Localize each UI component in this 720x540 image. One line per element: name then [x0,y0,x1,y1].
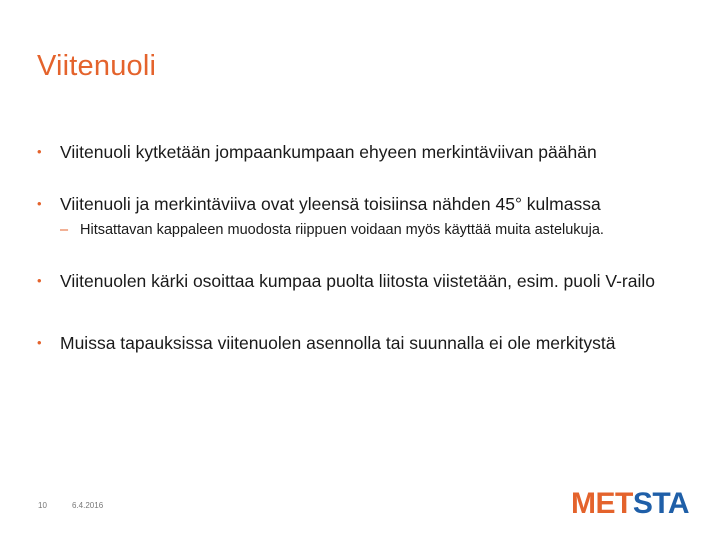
sub-bullet-text: Hitsattavan kappaleen muodosta riippuen voidaan myös käyttää muita astelukuja. [80,222,604,238]
bullet-marker: • [37,335,42,350]
bullet-list [37,140,687,355]
sub-bullet-marker: – [60,222,69,238]
bullet-marker: • [37,144,42,159]
bullet-item [37,140,687,164]
metsta-logo [571,489,689,519]
footer-date: 6.4.2016 [72,501,104,510]
logo-text-orange: MET [571,487,633,520]
bullet-item [37,269,687,293]
bullet-item [37,331,687,355]
bullet-text: Viitenuoli ja merkintäviiva ovat yleensä toisiinsa nähden 45° kulmassa [60,194,601,214]
bullet-marker: • [37,196,42,211]
bullet-text: Viitenuoli kytketään jompaankumpaan ehyeen merkintäviivan päähän [60,142,597,162]
bullet-text: Muissa tapauksissa viitenuolen asennolla tai suunnalla ei ole merkitystä [60,333,616,353]
bullet-item [37,192,687,216]
bullet-marker: • [37,273,42,288]
logo-text-blue: STA [632,487,690,520]
slide-title: Viitenuoli [37,50,157,82]
bullet-text: Viitenuolen kärki osoittaa kumpaa puolta liitosta viistetään, esim. puoli V-railo [60,271,655,291]
page-number: 10 [38,501,47,510]
sub-bullet-item [37,221,687,239]
